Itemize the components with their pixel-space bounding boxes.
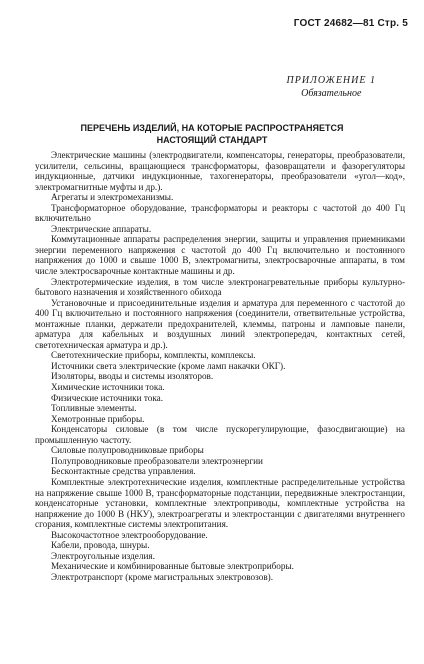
- appendix-label: [287, 74, 377, 100]
- page-header: ГОСТ 24682—81 Стр. 5: [293, 18, 408, 29]
- list-item: Хемотронные приборы.: [51, 413, 145, 424]
- document-title: [0, 122, 424, 146]
- list-item: Механические и комбинированные бытовые электроприборы.: [51, 561, 294, 572]
- list-item: Электроугольные изделия.: [51, 550, 155, 561]
- title-line-1: ПЕРЕЧЕНЬ ИЗДЕЛИЙ, НА КОТОРЫЕ РАСПРОСТРАНЯЕТСЯ: [80, 123, 344, 133]
- title-line-2: НАСТОЯЩИЙ СТАНДАРТ: [156, 135, 268, 145]
- list-item: Источники света электрические (кроме ламп накачки ОКГ).: [51, 360, 286, 371]
- list-item: Топливные элементы.: [51, 403, 137, 414]
- list-item: Кабели, провода, шнуры.: [51, 540, 150, 551]
- list-item: Установочные и присоединительные изделия и арматура для переменного с частотой до 400 Гц включительно и постоянного напряжения (соединители, ответвительные устройства, монтажные планки, держатели предохранителей, клеммы, патроны и ламповые панели, арматура для кабельных и воздушных линий электропередач, контактных сетей, светотехническая арматура и др.).: [35, 297, 405, 350]
- list-item: Физические источники тока.: [51, 392, 164, 403]
- list-item: Высокочастотное электрооборудование.: [51, 529, 208, 540]
- product-list: [35, 150, 405, 582]
- appendix-title: ПРИЛОЖЕНИЕ 1: [286, 75, 376, 86]
- list-item: Агрегаты и электромеханизмы.: [51, 192, 174, 203]
- list-item: Светотехнические приборы, комплекты, комплексы.: [51, 350, 256, 361]
- list-item: Комплектные электротехнические изделия, комплектные распределительные устройства на напряжение свыше 1000 В, трансформаторные подстанции, передвижные электростанции, конденсаторные установки, комплектные электроприводы, комплектные устройства на напряжение до 1000 В (НКУ), электроагрегаты и электростанции с двигателями внутреннего сгорания, комплектные системы электропитания.: [35, 476, 405, 530]
- list-item: Изоляторы, вводы и системы изоляторов.: [51, 371, 214, 382]
- list-item: Электротермические изделия, в том числе электронагревательные приборы культурно-бытового назначения и хозяйственного обихода: [35, 276, 405, 298]
- list-item: Силовые полупроводниковые приборы: [51, 445, 204, 456]
- list-item: Коммутационные аппараты распределения энергии, защиты и управления приемниками энергии переменного напряжения с частотой до 400 Гц включительно и постоянного напряжения до 1000 и свыше 1000 В, электромагниты, электросварочные аппараты, в том числе электросварочные контактные машины и др.: [35, 234, 405, 277]
- list-item: Электрические аппараты.: [51, 223, 152, 234]
- list-item: Бесконтактные средства управления.: [51, 466, 196, 477]
- list-item: Электротранспорт (кроме магистральных электровозов).: [51, 571, 274, 582]
- list-item: Трансформаторное оборудование, трансформаторы и реакторы с частотой до 400 Гц включительно: [35, 202, 405, 224]
- appendix-subtitle: Обязательное: [301, 88, 362, 99]
- list-item: Химические источники тока.: [51, 382, 165, 393]
- list-item: Полупроводниковые преобразователи электроэнергии: [51, 455, 263, 466]
- list-item: Электрические машины (электродвигатели, компенсаторы, генераторы, преобразователи, усилители, сельсины, вращающиеся трансформаторы, фазовращатели и фазорегуляторы индукционные, датчики индукционные, тахогенераторы, преобразователи «угол—код», электромагнитные муфты и др.).: [35, 150, 405, 192]
- list-item: Конденсаторы силовые (в том числе пускорегулирующие, фазосдвигающие) на промышленную частоту.: [35, 424, 405, 445]
